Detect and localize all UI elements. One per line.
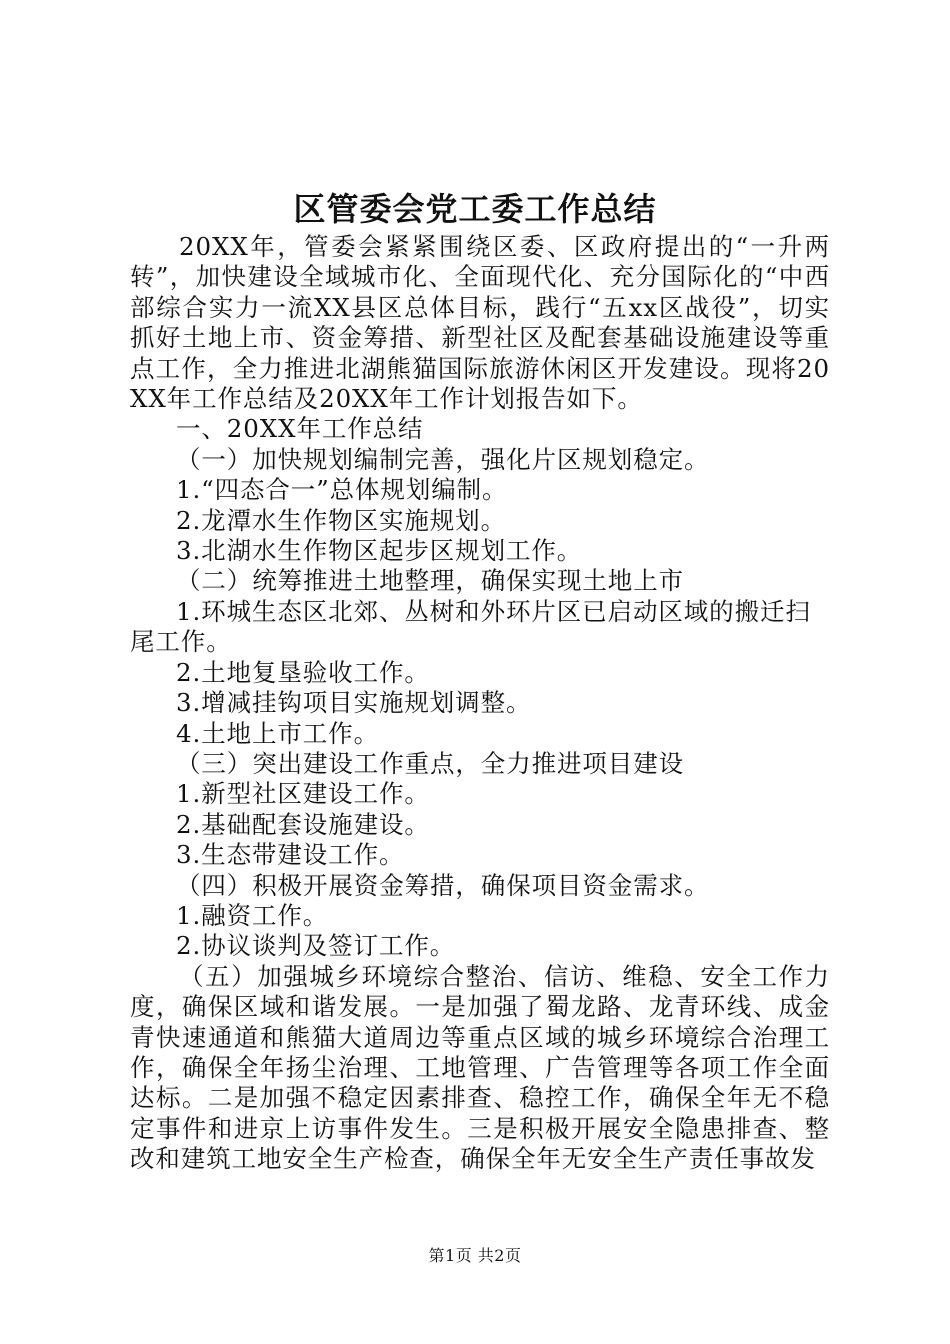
list-item: 2.协议谈判及签订工作。 [176, 931, 456, 961]
list-item: 2.龙潭水生作物区实施规划。 [176, 505, 506, 535]
list-item: 1.融资工作。 [176, 900, 329, 930]
section-heading: 一、20XX年工作总结 [176, 414, 424, 444]
subsection-heading: （一）加快规划编制完善，强化片区规划稳定。 [176, 444, 710, 474]
list-item: 1.“四态合一”总体规划编制。 [176, 475, 508, 505]
list-item: 3.增减挂钩项目实施规划调整。 [176, 688, 532, 718]
list-item: 3.北湖水生作物区起步区规划工作。 [176, 536, 583, 566]
list-item: 2.土地复垦验收工作。 [176, 657, 430, 687]
subsection-heading: （四）积极开展资金筹措，确保项目资金需求。 [176, 870, 710, 900]
page-indicator: 第1页 共2页 [428, 1246, 522, 1265]
list-item: 2.基础配套设施建设。 [176, 809, 430, 839]
document-title: 区管委会党工委工作总结 [293, 190, 657, 228]
subsection-paragraph: （五）加强城乡环境综合整治、信访、维稳、安全工作力度，确保区域和谐发展。一是加强了蜀龙路、龙青环线、成金青快速通道和熊猫大道周边等重点区域的城乡环境综合治理工作，确保全年扬尘治理、工地管理、广告管理等各项工作全面达标。二是加强不稳定因素排查、稳控工作，确保全年无不稳定事件和进京上访事件发生。三是积极开展安全隐患排查、整改和建筑工地安全生产检查，确保全年无安全生产责任事故发 [130, 961, 830, 1174]
subsection-heading: （二）统筹推进土地整理，确保实现土地上市 [176, 566, 684, 596]
intro-paragraph: 20XX年，管委会紧紧围绕区委、区政府提出的“一升两转”，加快建设全域城市化、全面现代化、充分国际化的“中西部综合实力一流XX县区总体目标，践行“五xx区战役”，切实抓好土地上市、资金筹措、新型社区及配套基础设施建设等重点工作，全力推进北湖熊猫国际旅游休闲区开发建设。现将20XX年工作总结及20XX年工作计划报告如下。 [130, 232, 830, 414]
subsection-heading: （三）突出建设工作重点，全力推进项目建设 [176, 748, 684, 778]
document-body [130, 232, 830, 1175]
list-item: 1.新型社区建设工作。 [176, 779, 430, 809]
list-item: 1.环城生态区北郊、丛树和外环片区已启动区域的搬迁扫尾工作。 [130, 596, 811, 657]
list-item: 4.土地上市工作。 [176, 718, 379, 748]
list-item: 3.生态带建设工作。 [176, 840, 405, 870]
